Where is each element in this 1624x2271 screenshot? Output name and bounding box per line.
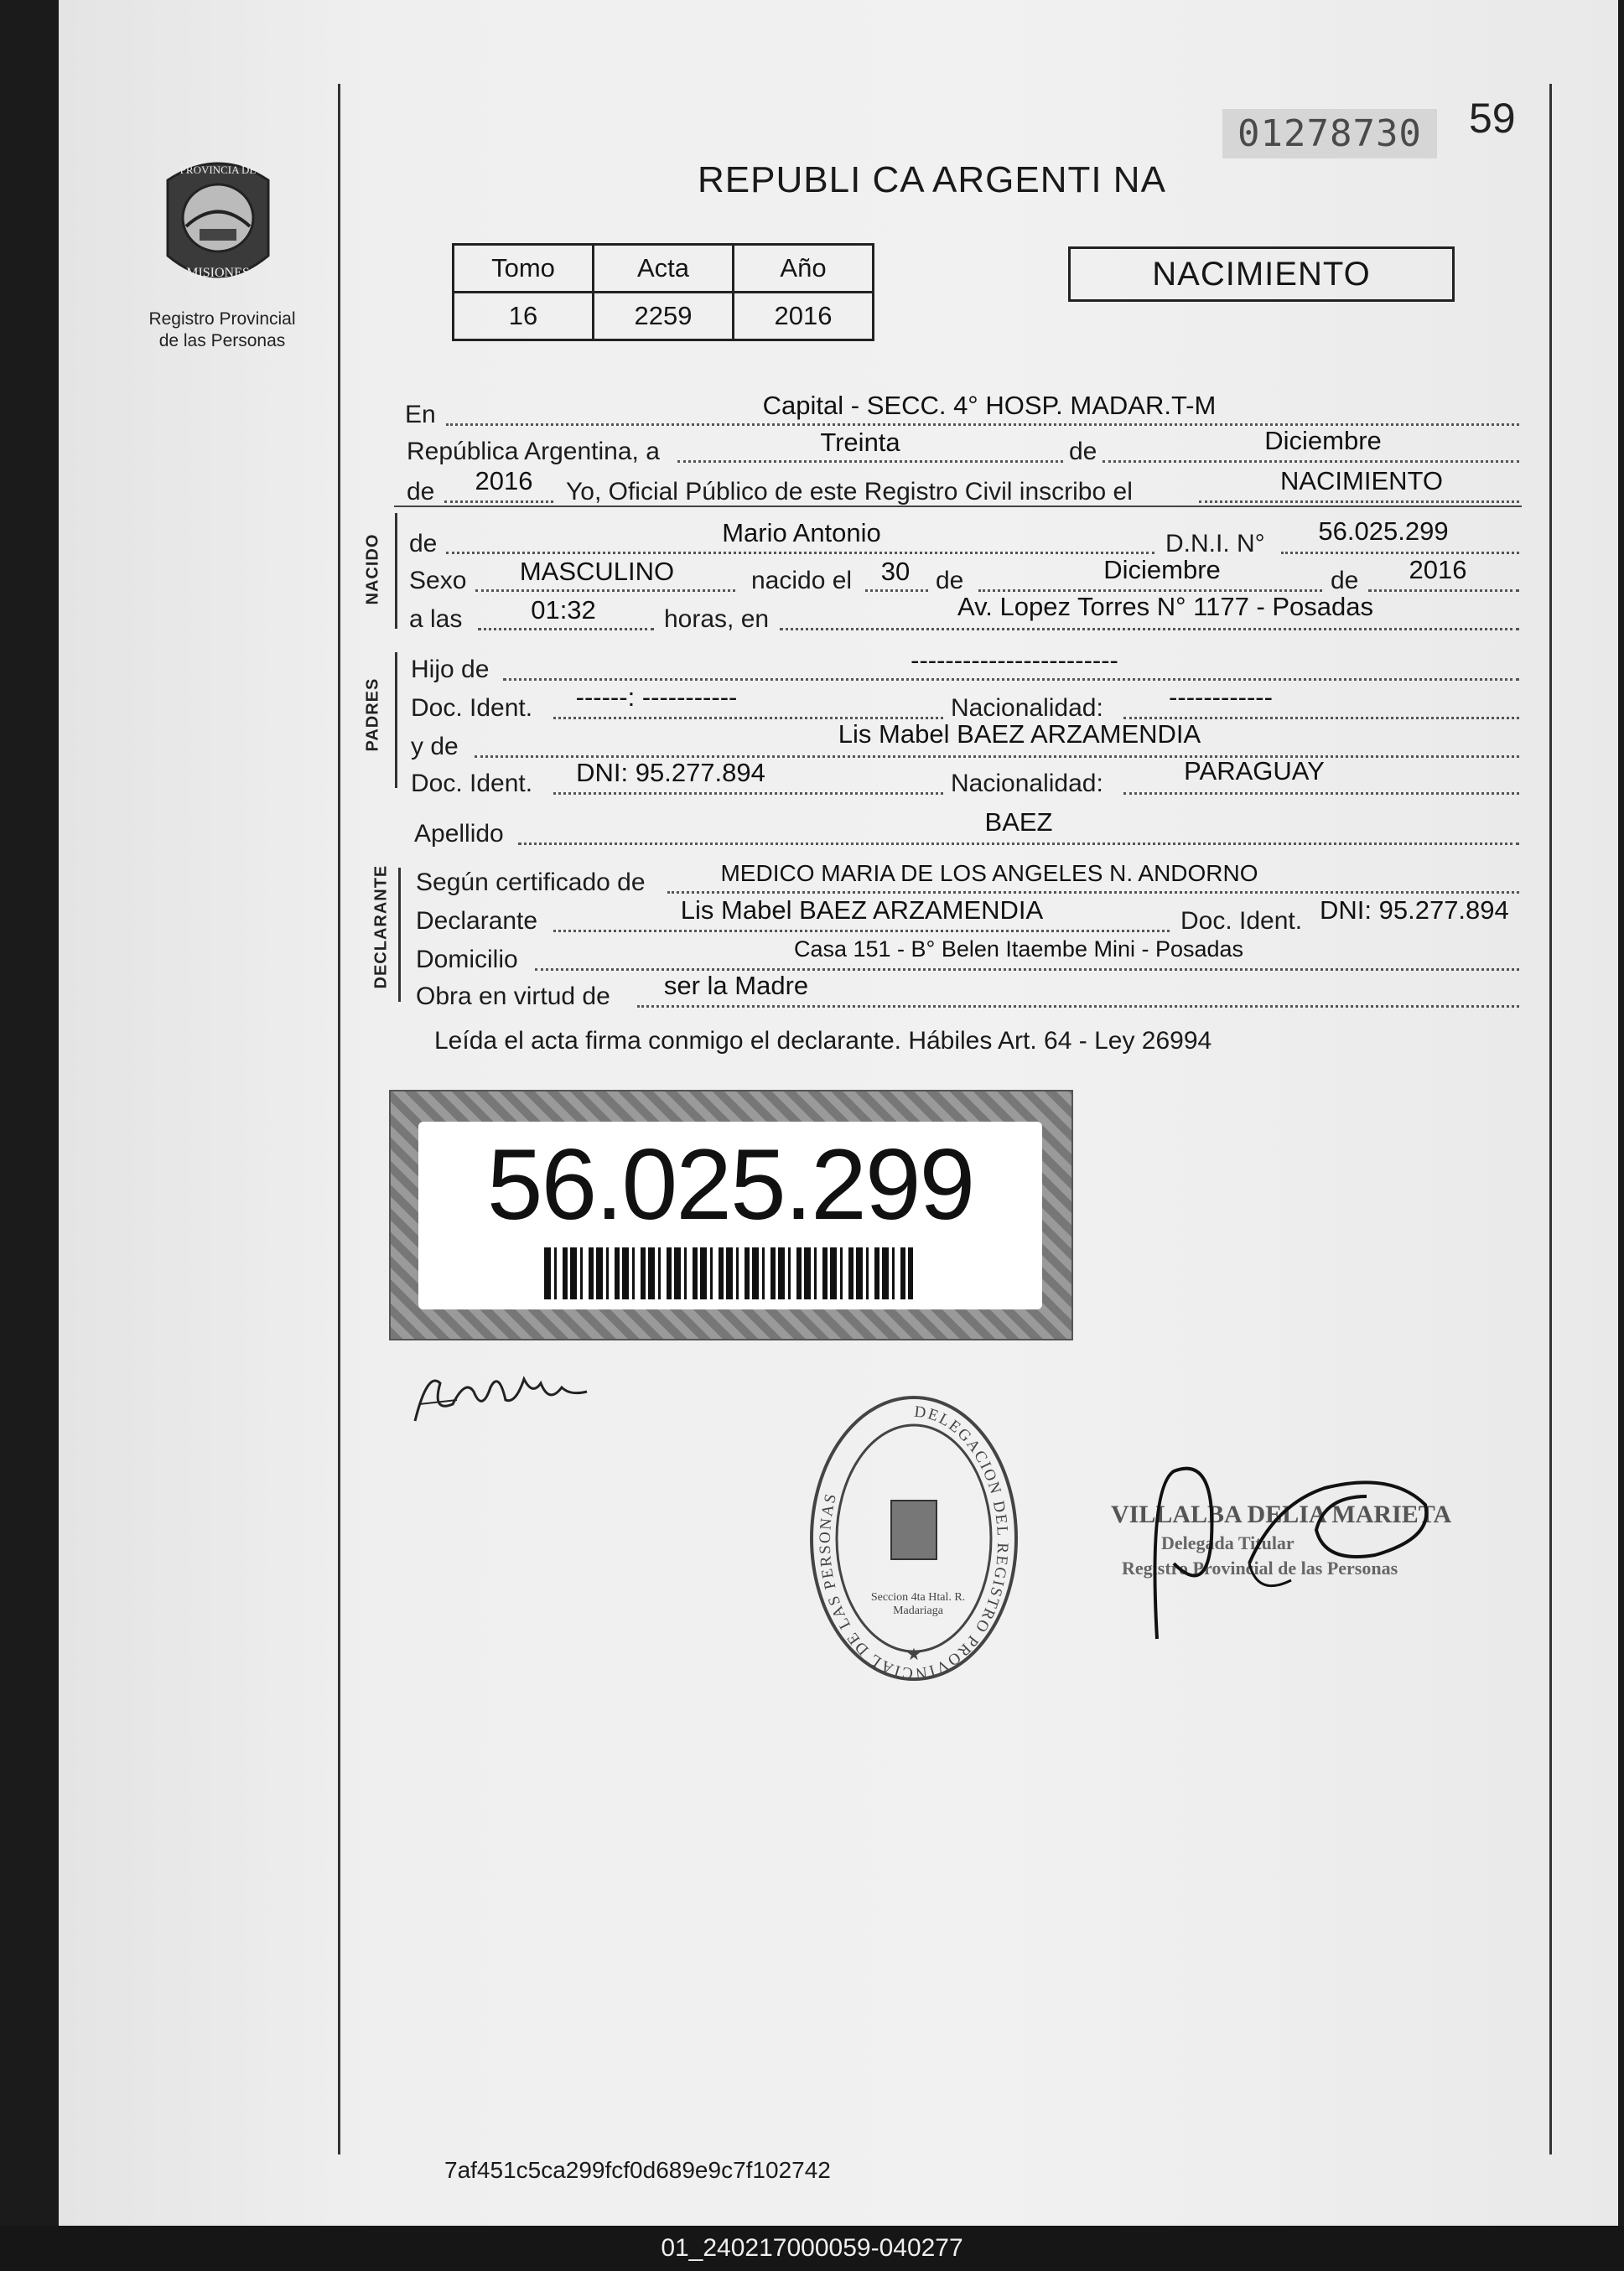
sticker-id-number: 56.025.299 — [486, 1128, 974, 1241]
official-office-stamp: Registro Provincial de las Personas — [1122, 1558, 1398, 1579]
legal-text: Leída el acta firma conmigo el declarante. Hábiles Art. 64 - Ley 26994 — [434, 1027, 1212, 1055]
mother-doc-line — [553, 792, 943, 795]
declarante-value: Lis Mabel BAEZ ARZAMENDIA — [680, 895, 1044, 925]
table-header-acta: Acta — [594, 245, 734, 293]
left-margin-rule — [338, 84, 340, 2154]
mother-value: Lis Mabel BAEZ ARZAMENDIA — [838, 719, 1201, 749]
day-value: Treinta — [820, 428, 900, 457]
record-type-box: NACIMIENTO — [1068, 246, 1455, 302]
obra-line — [637, 1005, 1519, 1008]
mother-doc-label: Doc. Ident. — [411, 770, 533, 797]
official-signature — [1123, 1438, 1442, 1647]
certificado-line — [667, 891, 1519, 894]
month-value: Diciembre — [1264, 426, 1382, 455]
republica-label: República Argentina, a — [407, 438, 660, 465]
mother-nationality-value: PARAGUAY — [1184, 756, 1325, 786]
father-nationality-value: ------------ — [1169, 682, 1273, 712]
year-value: 2016 — [475, 466, 533, 495]
separator-rule — [394, 506, 1522, 507]
nacido-de2-label: de — [936, 567, 964, 594]
document-hash: 7af451c5ca299fcf0d689e9c7f102742 — [444, 2157, 831, 2183]
nacido-bracket — [395, 513, 397, 629]
domicilio-label: Domicilio — [416, 946, 518, 973]
declarante-bracket — [398, 868, 401, 1002]
official-name-stamp: VILLALBA DELIA MARIETA — [1111, 1501, 1452, 1528]
padres-bracket — [395, 652, 397, 788]
birth-year-value: 2016 — [1409, 555, 1467, 584]
registry-label: Registro Provincial de las Personas — [148, 309, 296, 350]
father-value: ------------------------ — [911, 646, 1118, 675]
apellido-line — [518, 843, 1519, 845]
nacido-el-label: nacido el — [751, 567, 853, 594]
nacido-de-label: de — [409, 530, 438, 557]
declarante-doc-value: DNI: 95.277.894 — [1320, 895, 1509, 925]
province-emblem — [151, 147, 285, 298]
declarante-section-label: DECLARANTE — [371, 864, 391, 989]
birth-year-line — [1368, 589, 1519, 592]
mother-nationality-label: Nacionalidad: — [951, 770, 1103, 797]
inscribo-label: Yo, Oficial Público de este Registro Civil inscribo el — [566, 478, 1133, 506]
de2-label: de — [407, 478, 435, 506]
mother-doc-value: DNI: 95.277.894 — [576, 758, 765, 787]
dni-label: D.N.I. N° — [1165, 530, 1265, 557]
table-value-acta: 2259 — [594, 293, 734, 340]
svg-text:★: ★ — [906, 1646, 921, 1664]
name-line — [446, 552, 1154, 554]
country-title: REPUBLI CA ARGENTI NA — [698, 159, 1166, 200]
reference-table — [452, 243, 874, 341]
father-doc-value: ------: ----------- — [575, 682, 738, 712]
barcode — [544, 1247, 913, 1299]
id-number-sticker — [389, 1090, 1073, 1340]
table-value-ano: 2016 — [734, 293, 874, 340]
page-number: 59 — [1469, 95, 1516, 142]
y-de-label: y de — [411, 733, 459, 760]
inscribo-line — [1199, 500, 1519, 503]
domicilio-value: Casa 151 - B° Belen Itaembe Mini - Posadas — [793, 936, 1244, 962]
table-value-tomo: 16 — [454, 293, 594, 340]
registry-oval-stamp — [805, 1392, 1023, 1685]
inscribo-value: NACIMIENTO — [1279, 466, 1444, 495]
oval-stamp-outer-text: DELEGACION DEL REGISTRO PROVINCIAL DE LAS PERSONAS — [816, 1403, 1012, 1683]
obra-value: ser la Madre — [663, 971, 809, 1000]
hijo-de-label: Hijo de — [411, 656, 490, 683]
certificado-label: Según certificado de — [416, 868, 646, 896]
declarante-doc-label: Doc. Ident. — [1180, 907, 1303, 935]
serial-number: 01278730 — [1222, 109, 1437, 158]
day-line — [677, 460, 1063, 463]
sexo-label: Sexo — [409, 567, 467, 594]
right-margin-rule — [1549, 84, 1552, 2154]
svg-text:MISIONES: MISIONES — [186, 266, 250, 280]
oval-stamp-inner-text: Seccion 4ta Htal. R. Madariaga — [870, 1591, 966, 1617]
time-line — [478, 628, 654, 630]
de-label: de — [1069, 438, 1097, 465]
official-role-stamp: Delegada Titular — [1161, 1532, 1295, 1553]
sexo-line — [475, 589, 735, 592]
nacido-section-label: NACIDO — [363, 533, 382, 605]
father-nationality-label: Nacionalidad: — [951, 694, 1103, 722]
child-name-value: Mario Antonio — [722, 518, 881, 547]
declarante-label: Declarante — [416, 907, 538, 935]
birth-place-value: Av. Lopez Torres N° 1177 - Posadas — [957, 592, 1374, 621]
sexo-value: MASCULINO — [519, 557, 675, 586]
en-label: En — [405, 401, 436, 428]
mother-nat-line — [1123, 792, 1519, 795]
file-id: 01_240217000059-040277 — [661, 2234, 963, 2262]
sticker-label — [418, 1122, 1042, 1309]
file-id-bar — [0, 2226, 1624, 2271]
padres-section-label: PADRES — [363, 677, 382, 752]
en-value: Capital - SECC. 4° HOSP. MADAR.T-M — [762, 391, 1217, 420]
svg-text:PROVINCIA DE: PROVINCIA DE — [179, 163, 257, 176]
year-line — [444, 500, 553, 503]
time-value: 01:32 — [531, 595, 596, 625]
birth-month-value: Diciembre — [1103, 555, 1221, 584]
obra-label: Obra en virtud de — [416, 983, 610, 1010]
a-las-label: a las — [409, 605, 463, 633]
table-header-ano: Año — [734, 245, 874, 293]
father-line — [503, 678, 1519, 681]
birth-day-value: 30 — [880, 557, 911, 586]
declarante-line — [553, 930, 1170, 932]
apellido-label: Apellido — [414, 820, 504, 848]
horas-label: horas, en — [664, 605, 770, 633]
declarant-signature — [407, 1354, 595, 1429]
father-doc-label: Doc. Ident. — [411, 694, 533, 722]
table-header-tomo: Tomo — [454, 245, 594, 293]
dni-line — [1281, 552, 1519, 554]
certificado-value: MEDICO MARIA DE LOS ANGELES N. ANDORNO — [720, 860, 1258, 886]
nacido-de3-label: de — [1331, 567, 1359, 594]
child-dni-value: 56.025.299 — [1318, 516, 1449, 546]
place-line — [780, 628, 1519, 630]
birth-day-line — [865, 589, 928, 592]
month-line — [1103, 460, 1519, 463]
apellido-value: BAEZ — [984, 807, 1053, 837]
